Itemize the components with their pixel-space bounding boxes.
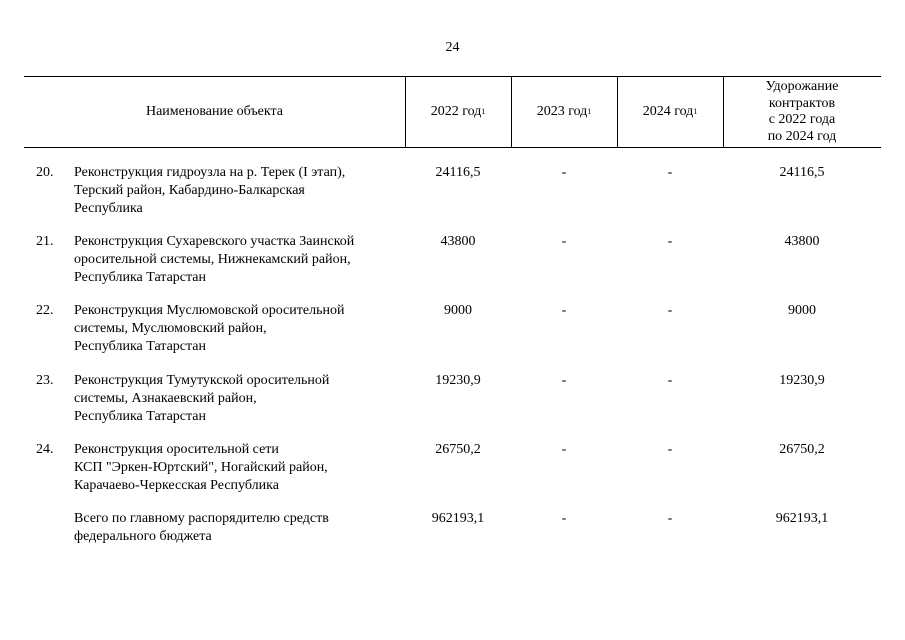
header-2022: 2022 год 1 <box>430 103 486 119</box>
row-number: 20. <box>36 165 54 180</box>
total-value-2024: - <box>667 511 673 526</box>
header-2023-label: 2023 год <box>536 103 588 119</box>
row-value-increase: 24116,5 <box>779 165 825 180</box>
header-2024: 2024 год 1 <box>642 103 698 119</box>
header-2022-label: 2022 год <box>430 103 482 119</box>
row-value-2022: 43800 <box>440 234 476 249</box>
row-value-increase: 9000 <box>788 303 816 318</box>
header-object-name <box>24 77 405 147</box>
page-number: 24 <box>445 40 460 55</box>
row-value-2024: - <box>667 442 673 457</box>
row-object-name: Реконструкция Муслюмовской оросительной системы, Муслюмовский район, Республика Татарстан <box>74 303 345 354</box>
row-value-increase: 43800 <box>784 234 820 249</box>
row-value-2023: - <box>561 442 567 457</box>
row-number: 21. <box>36 234 54 249</box>
row-value-increase: 19230,9 <box>779 373 825 388</box>
row-object-name: Реконструкция Тумутукской оросительной системы, Азнакаевский район, Республика Татарстан <box>74 373 330 424</box>
header-2023: 2023 год 1 <box>536 103 592 119</box>
row-value-2024: - <box>667 165 673 180</box>
row-value-2023: - <box>561 234 567 249</box>
row-value-2022: 26750,2 <box>435 442 481 457</box>
row-value-2024: - <box>667 373 673 388</box>
header-object-name-label: Наименование объекта <box>145 103 284 119</box>
row-value-2023: - <box>561 303 567 318</box>
row-number: 22. <box>36 303 54 318</box>
row-value-2023: - <box>561 373 567 388</box>
row-value-increase: 26750,2 <box>779 442 825 457</box>
row-object-name: Реконструкция Сухаревского участка Заинской оросительной системы, Нижнекамский район, Республика Татарстан <box>74 234 355 285</box>
row-value-2022: 9000 <box>444 303 472 318</box>
total-value-increase: 962193,1 <box>775 511 829 526</box>
row-object-name: Реконструкция оросительной сети КСП "Эркен-Юртский", Ногайский район, Карачаево-Черкесская Республика <box>74 442 328 493</box>
row-value-2023: - <box>561 165 567 180</box>
total-value-2022: 962193,1 <box>431 511 485 526</box>
row-number: 23. <box>36 373 54 388</box>
row-object-name: Реконструкция гидроузла на р. Терек (I этап), Терский район, Кабардино-Балкарская Республика <box>74 165 346 216</box>
total-label: Всего по главному распорядителю средств федерального бюджета <box>74 511 329 544</box>
table-header <box>24 76 881 148</box>
row-value-2022: 19230,9 <box>435 373 481 388</box>
row-number: 24. <box>36 442 54 457</box>
header-2024-label: 2024 год <box>642 103 694 119</box>
row-value-2024: - <box>667 234 673 249</box>
total-value-2023: - <box>561 511 567 526</box>
row-value-2024: - <box>667 303 673 318</box>
header-increase: Удорожание контрактов с 2022 года по 2024 год <box>765 79 839 144</box>
row-value-2022: 24116,5 <box>435 165 481 180</box>
